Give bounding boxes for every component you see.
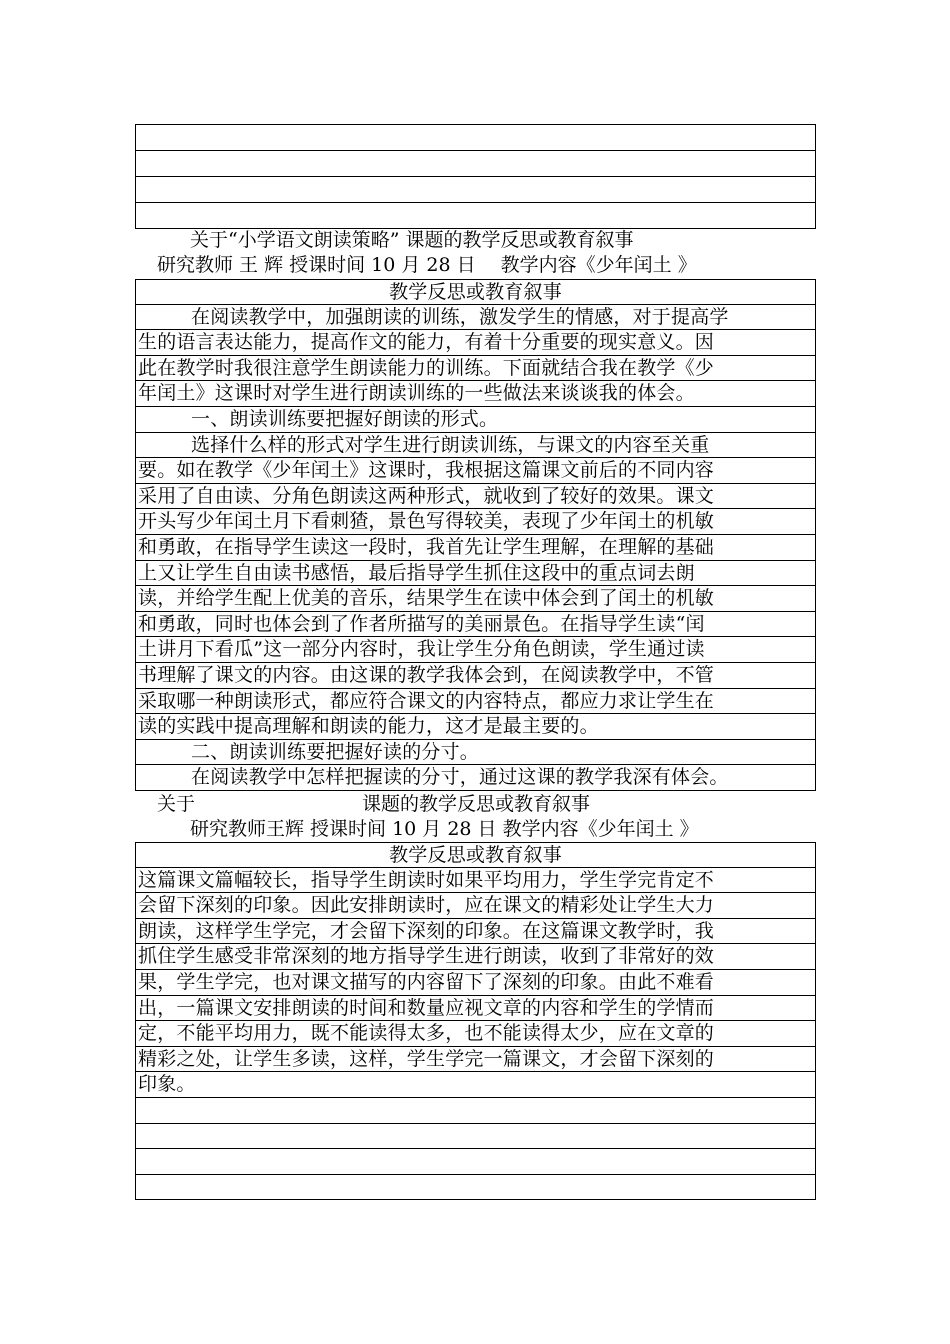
- blank-row: [136, 1175, 815, 1201]
- text-line: 书理解了课文的内容。由这课的教学我体会到，在阅读教学中，不管: [136, 663, 815, 689]
- blank-row: [136, 125, 815, 151]
- text-line: 在阅读教学中，加强朗读的训练，激发学生的情感，对于提高学: [136, 305, 815, 331]
- text-line: 抓住学生感受非常深刻的地方指导学生进行朗读，收到了非常好的效: [136, 944, 815, 970]
- section1-title: 关于“小学语文朗读策略” 课题的教学反思或教育叙事: [190, 229, 634, 251]
- section2-meta: 研究教师王辉 授课时间 10 月 28 日 教学内容《少年闰土 》: [190, 818, 699, 840]
- blank-row: [136, 1098, 815, 1124]
- section1-table: [135, 279, 816, 791]
- text-line: 二、朗读训练要把握好读的分寸。: [136, 740, 815, 766]
- text-line: 和勇敢，同时也体会到了作者所描写的美丽景色。在指导学生读“闰: [136, 612, 815, 638]
- text-line: 一、朗读训练要把握好朗读的形式。: [136, 407, 815, 433]
- text-line: 定，不能平均用力，既不能读得太多，也不能读得太少，应在文章的: [136, 1021, 815, 1047]
- text-line: 读的实践中提高理解和朗读的能力，这才是最主要的。: [136, 714, 815, 740]
- text-line: 精彩之处，让学生多读，这样，学生学完一篇课文，才会留下深刻的: [136, 1047, 815, 1073]
- blank-row: [136, 177, 815, 203]
- section2-title-right: 课题的教学反思或教育叙事: [362, 793, 591, 815]
- text-line: 开头写少年闰土月下看刺猹，景色写得较美，表现了少年闰土的机敏: [136, 509, 815, 535]
- section1-meta: 研究教师 王 辉 授课时间 10 月 28 日 教学内容《少年闰土 》: [157, 254, 697, 276]
- text-line: 采用了自由读、分角色朗读这两种形式，就收到了较好的效果。课文: [136, 484, 815, 510]
- text-line: 选择什么样的形式对学生进行朗读训练，与课文的内容至关重: [136, 433, 815, 459]
- blank-row: [136, 1149, 815, 1175]
- text-line: 读，并给学生配上优美的音乐，结果学生在读中体会到了闰土的机敏: [136, 586, 815, 612]
- blank-row: [136, 1124, 815, 1150]
- text-line: 在阅读教学中怎样把握读的分寸，通过这课的教学我深有体会。: [136, 765, 815, 791]
- text-line: 年闰土》这课时对学生进行朗读训练的一些做法来谈谈我的体会。: [136, 381, 815, 407]
- text-line: 和勇敢，在指导学生读这一段时，我首先让学生理解，在理解的基础: [136, 535, 815, 561]
- text-line: 这篇课文篇幅较长，指导学生朗读时如果平均用力，学生学完肯定不: [136, 868, 815, 894]
- text-line: 出，一篇课文安排朗读的时间和数量应视文章的内容和学生的学情而: [136, 996, 815, 1022]
- text-line: 生的语言表达能力，提高作文的能力，有着十分重要的现实意义。因: [136, 330, 815, 356]
- blank-row: [136, 151, 815, 177]
- text-line: 土讲月下看瓜”这一部分内容时，我让学生分角色朗读，学生通过读: [136, 637, 815, 663]
- section2-table: [135, 842, 816, 1200]
- text-line: 上又让学生自由读书感悟，最后指导学生抓住这段中的重点词去朗: [136, 561, 815, 587]
- text-line: 要。如在教学《少年闰土》这课时，我根据这篇课文前后的不同内容: [136, 458, 815, 484]
- text-line: 印象。: [136, 1072, 815, 1098]
- text-line: 会留下深刻的印象。因此安排朗读时，应在课文的精彩处让学生大力: [136, 893, 815, 919]
- text-line: 果，学生学完，也对课文描写的内容留下了深刻的印象。由此不难看: [136, 970, 815, 996]
- section2-header: 教学反思或教育叙事: [136, 842, 815, 868]
- section2-title-left: 关于: [157, 793, 196, 815]
- text-line: 朗读，这样学生学完，才会留下深刻的印象。在这篇课文教学时，我: [136, 919, 815, 945]
- top-blank-grid: [135, 124, 816, 229]
- section1-header: 教学反思或教育叙事: [136, 279, 815, 305]
- blank-row: [136, 203, 815, 229]
- text-line: 采取哪一种朗读形式，都应符合课文的内容特点，都应力求让学生在: [136, 689, 815, 715]
- text-line: 此在教学时我很注意学生朗读能力的训练。下面就结合我在教学《少: [136, 356, 815, 382]
